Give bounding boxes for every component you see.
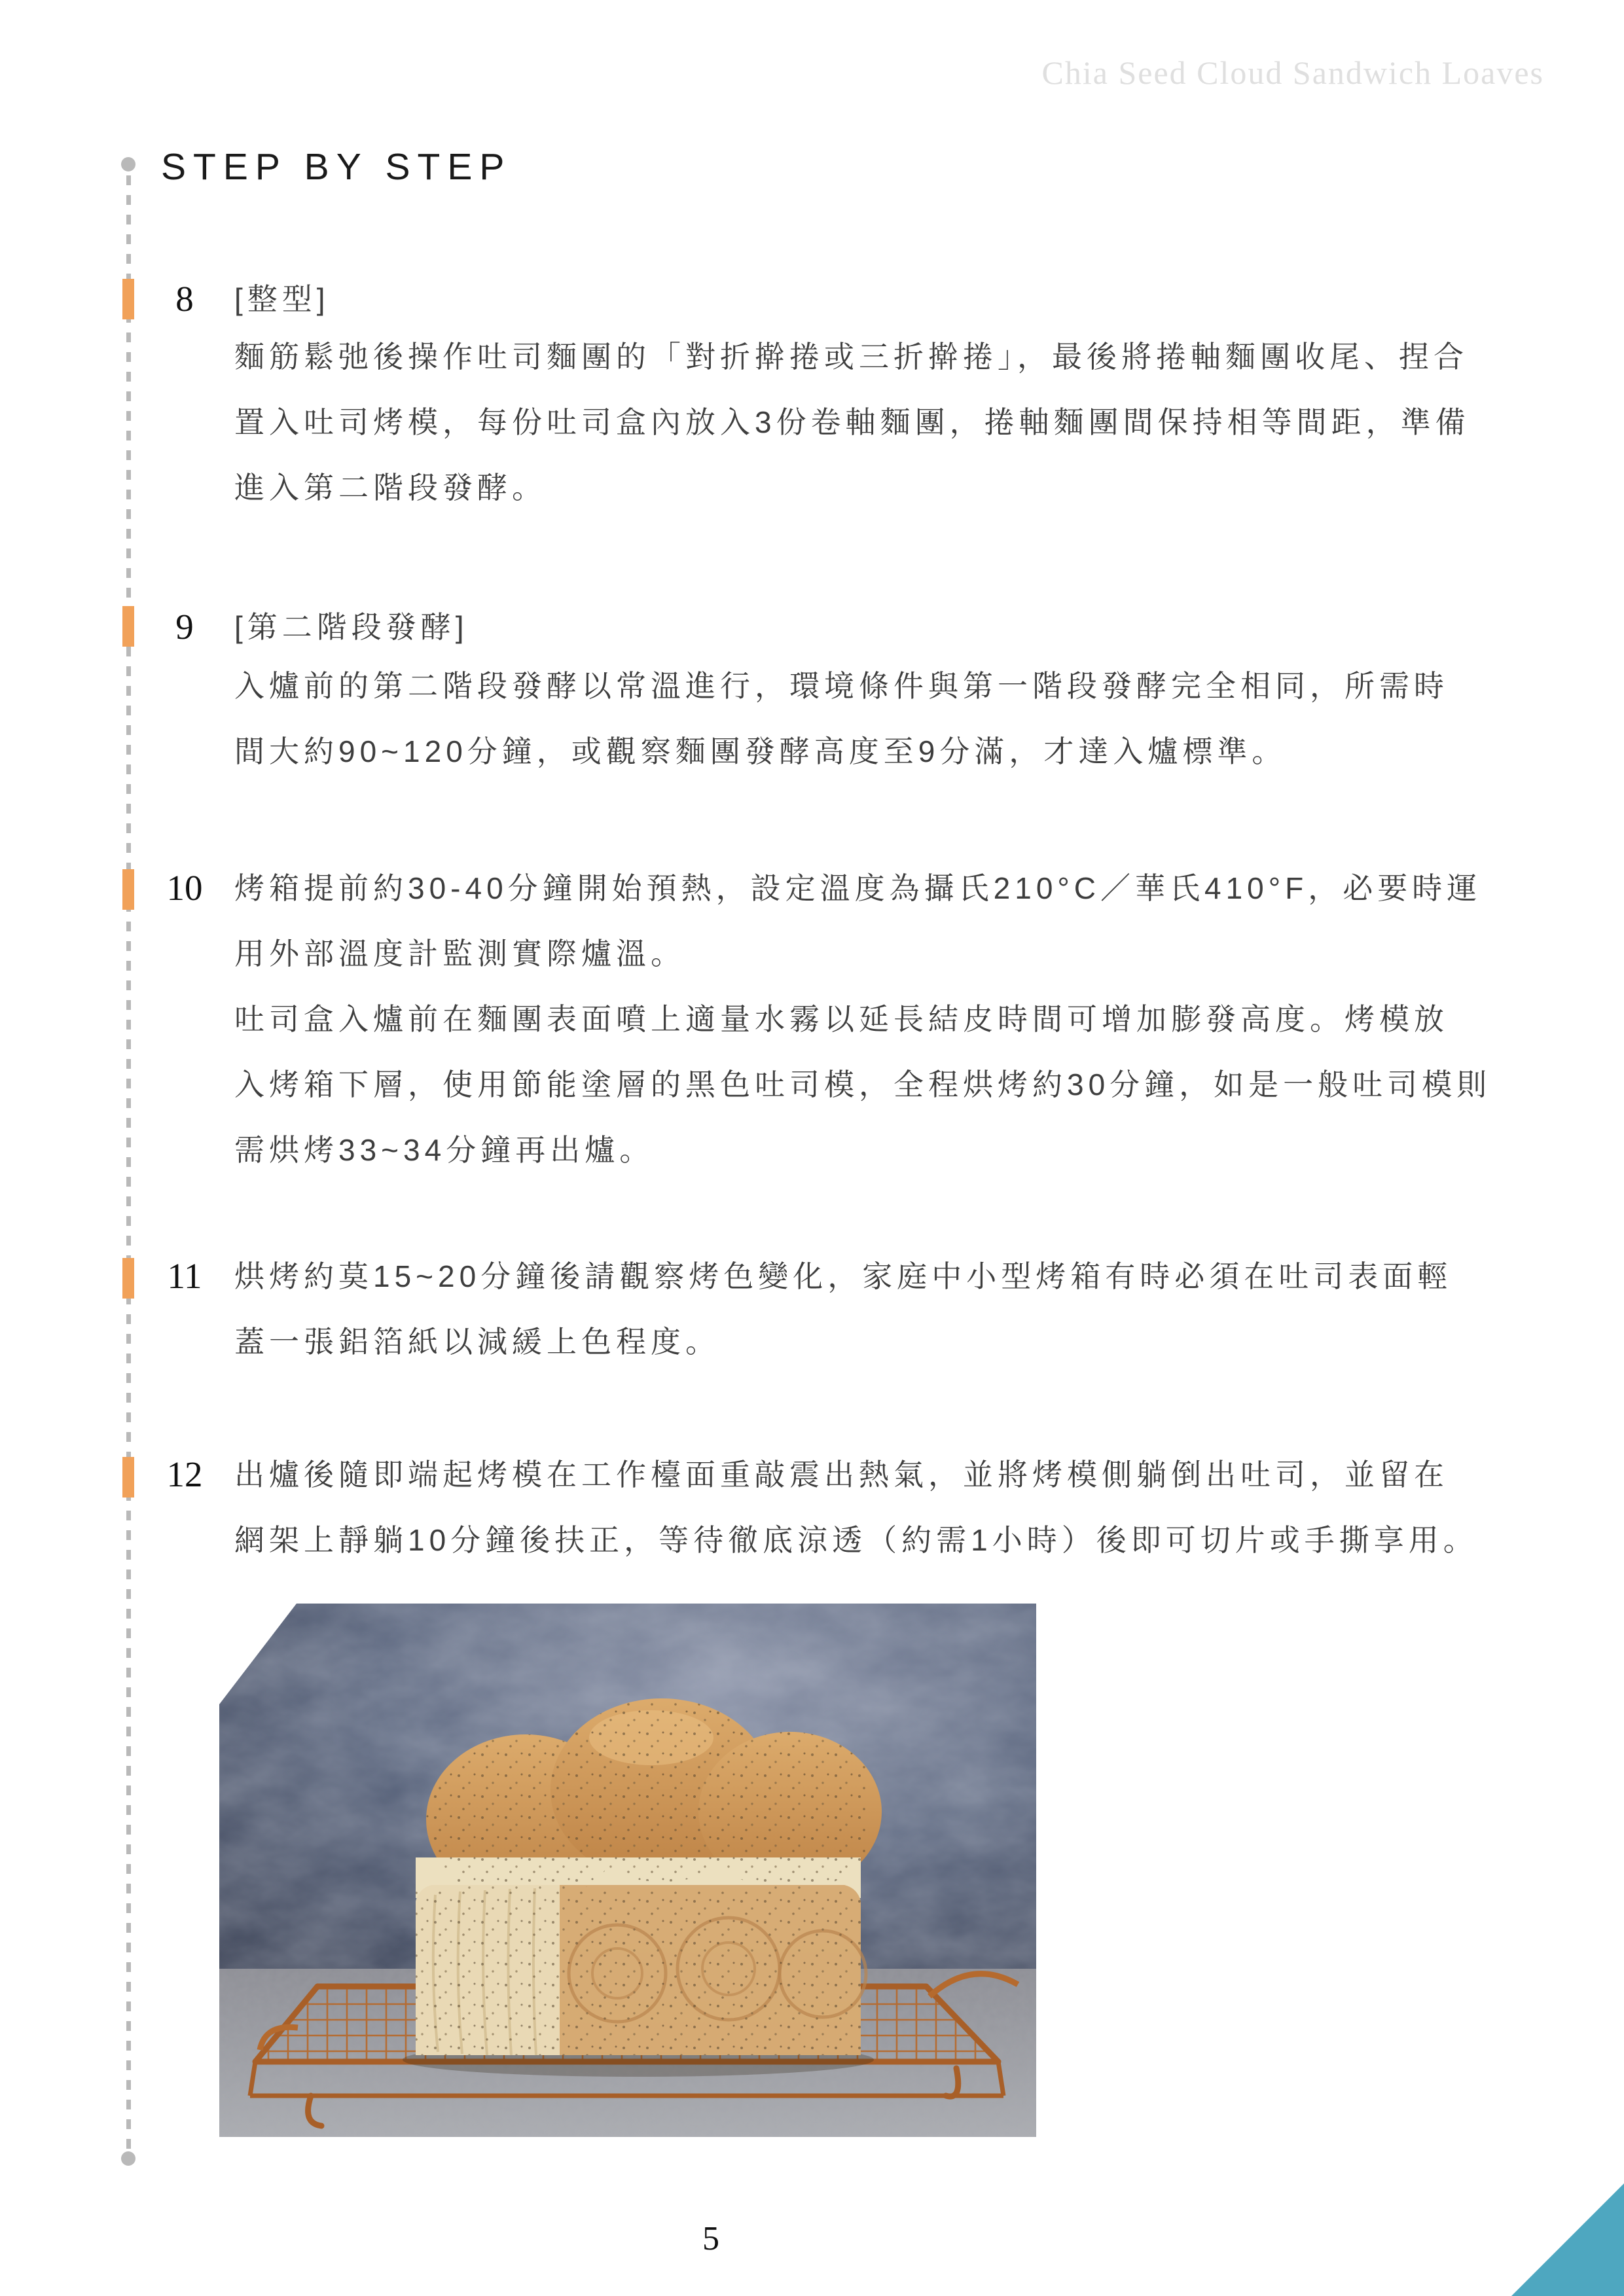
step-10-number: 10 [166,868,203,908]
step-9-line: 間大約90~120分鐘，或觀察麵團發酵高度至9分滿，才達入爐標準。 [234,734,1287,768]
step-8-label: [整型] [234,282,330,316]
step-8-number: 8 [175,279,194,319]
step-10-marker [122,869,134,910]
step-8-marker [122,279,134,319]
step-8-line: 進入第二階段發酵。 [234,471,547,505]
step-9-number: 9 [175,607,194,647]
step-12-line: 出爐後隨即端起烤模在工作檯面重敲震出熱氣，並將烤模側躺倒出吐司，並留在 [234,1458,1449,1492]
step-8-line: 麵筋鬆弛後操作吐司麵團的「對折擀捲或三折擀捲」，最後將捲軸麵團收尾、捏合 [234,340,1468,374]
step-8-line: 置入吐司烤模，每份吐司盒內放入3份卷軸麵團，捲軸麵團間保持相等間距，準備 [234,405,1470,439]
step-12-line: 網架上靜躺10分鐘後扶正，等待徹底涼透（約需1小時）後即可切片或手撕享用。 [234,1523,1478,1557]
step-12-body [234,1442,1478,1573]
step-12-marker [122,1457,134,1498]
step-10-line: 吐司盒入爐前在麵團表面噴上適量水霧以延長結皮時間可增加膨發高度。烤模放 [234,1002,1449,1036]
running-header: Chia Seed Cloud Sandwich Loaves [1041,54,1544,91]
step-9-body [234,653,1449,784]
step-9-label: [第二階段發酵] [234,610,469,644]
page-number: 5 [702,2220,719,2257]
page-title: STEP BY STEP [161,146,512,188]
step-11-marker [122,1258,134,1299]
step-8-body [234,324,1470,520]
step-11-line: 烘烤約莫15~20分鐘後請觀察烤色變化，家庭中小型烤箱有時必須在吐司表面輕 [234,1259,1453,1293]
step-10-line: 需烘烤33~34分鐘再出爐。 [234,1133,655,1167]
step-10-line: 入烤箱下層，使用節能塗層的黑色吐司模，全程烘烤約30分鐘，如是一般吐司模則 [234,1067,1492,1102]
step-11-body [234,1244,1452,1374]
bread-loaf [403,1698,882,2077]
timeline-dot-bottom-icon [121,2151,135,2166]
step-11-line: 蓋一張鋁箔紙以減緩上色程度。 [234,1325,720,1359]
step-10-line: 烤箱提前約30-40分鐘開始預熱，設定溫度為攝氏210°C／華氏410°F，必要時運 [234,871,1482,905]
step-9-marker [122,606,134,647]
step-10-line: 用外部溫度計監測實際爐溫。 [234,937,685,971]
corner-triangle-decoration [1511,2183,1624,2296]
step-12-number: 12 [166,1454,203,1494]
step-10-body [234,855,1491,1183]
bread-photo [219,1604,1036,2137]
timeline-dot-top-icon [121,157,135,171]
step-9-line: 入爐前的第二階段發酵以常溫進行，環境條件與第一階段發酵完全相同，所需時 [234,669,1449,703]
step-11-number: 11 [167,1256,202,1296]
timeline-dashed-line [126,175,131,2159]
